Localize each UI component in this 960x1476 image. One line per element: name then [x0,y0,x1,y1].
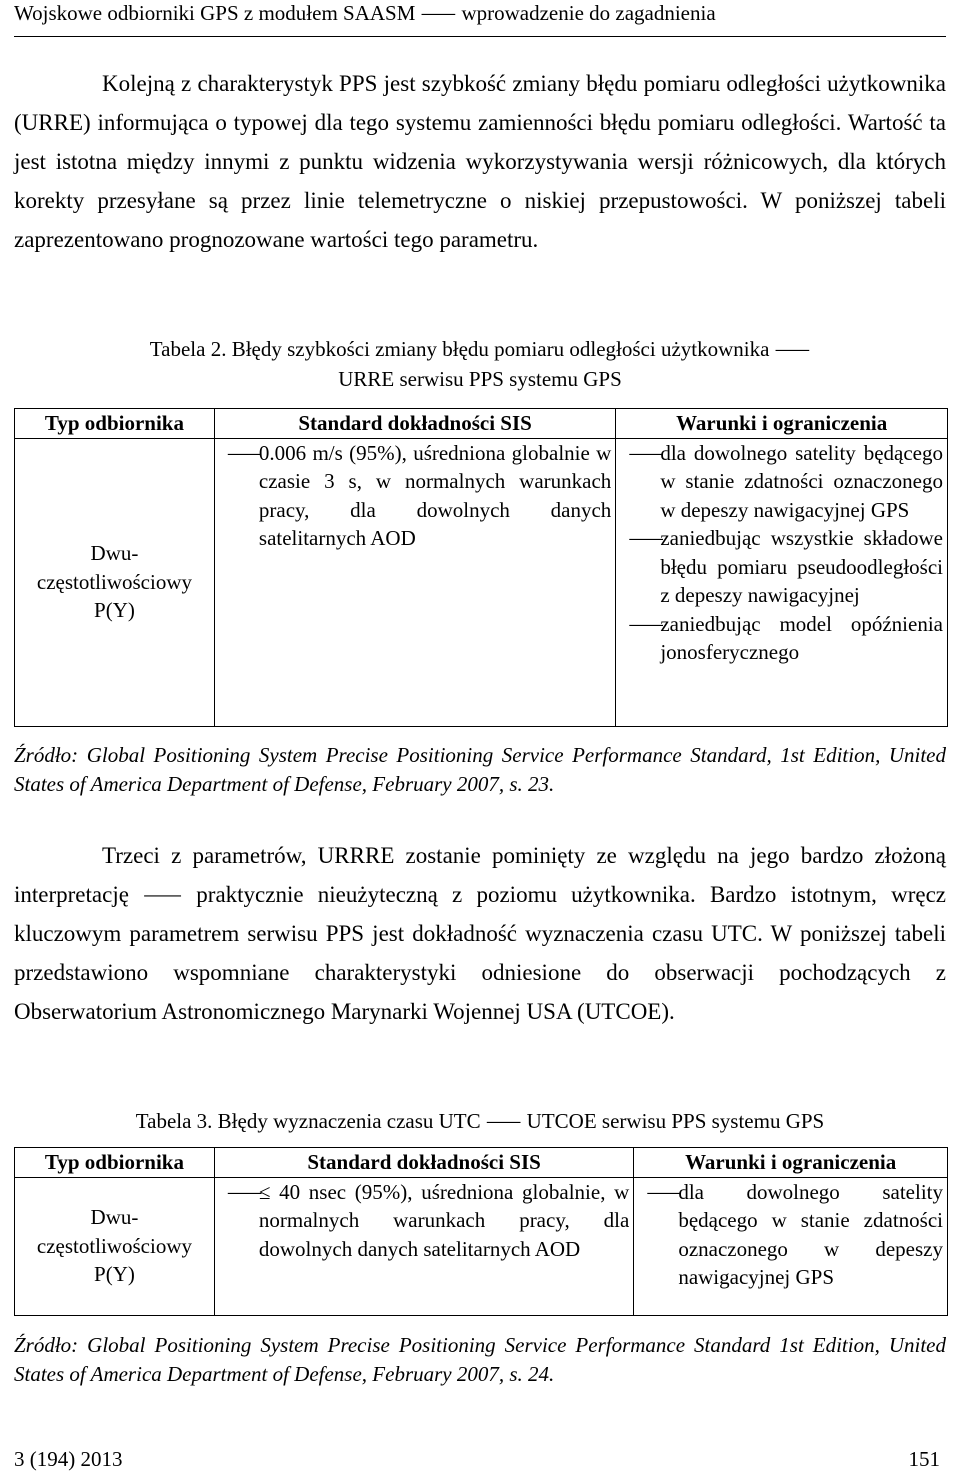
table3-condition-item [634,1178,947,1292]
table2-standard-cell [214,438,615,726]
table3-standard-item [215,1178,633,1264]
dash-bullet: ⸺ [628,611,664,636]
table3-row [15,1177,948,1315]
table2-standard-item [215,439,615,553]
table2-caption-line2: URRE serwisu PPS systemu GPS [338,367,622,391]
table3-condition-text: dla dowolnego satelity będącego w stanie zdatności oznaczonego w depeszy nawigacyjnej GPS [678,1179,943,1289]
table2-conditions-cell [616,438,948,726]
footer-issue: 3 (194) 2013 [14,1447,123,1471]
table3-receiver-cell [15,1177,215,1315]
dash-bullet: ⸺ [628,440,664,465]
table2-receiver-line1: Dwu- [90,541,139,566]
table2-standard-text: 0.006 m/s (95%), uśredniona globalnie w czasie 3 s, w normalnych warunkach pracy, dla dowolnych danych satelitarnych AOD [258,440,612,550]
dash-bullet: ⸺ [226,440,263,465]
table2 [14,408,948,727]
table2-condition-item [616,439,947,525]
table2-header-standard: Standard dokładności SIS [214,409,615,439]
table2-receiver-cell [15,438,215,726]
body-paragraph-2: Trzeci z parametrów, URRRE zostanie pominięty ze względu na jego bardzo złożoną interpretację ⸺ praktycznie nieużyteczną z poziomu użytkownika. Bardzo istotnym, wręcz kluczowym parametrem serwisu PPS jest dokładność wyznaczenia czasu UTC. W poniższej tabeli przedstawiono wspomniane charakterystyki odniesione do obserwacji pochodzących z Obserwatorium Astronomicznego Marynarki Wojennej USA (UTCOE). [14,843,946,1024]
table2-source: Źródło: Global Positioning System Precise Positioning Service Performance Standard, 1st Edition, United States of America Department of Defense, February 2007, s. 23. [14,743,946,796]
table3-source: Źródło: Global Positioning System Precise Positioning Service Performance Standard 1st Edition, United States of America Department of Defense, February 2007, s. 24. [14,1333,946,1386]
running-header [14,0,946,37]
table3-header-row [15,1148,948,1178]
table3-standard-cell [214,1177,633,1315]
table3-header-conditions: Warunki i ograniczenia [634,1148,948,1178]
table3-header-standard: Standard dokładności SIS [214,1148,633,1178]
table3-conditions-cell [634,1177,948,1315]
table3-header-receiver: Typ odbiornika [15,1148,215,1178]
table2-condition-text: zaniedbując model opóźnienia jonosferycznego [660,611,943,664]
table2-condition-text: dla dowolnego satelity będącego w stanie zdatności oznaczonego w depeszy nawigacyjnej GPS [660,440,943,522]
table3 [14,1147,948,1316]
table2-caption [14,334,946,394]
table3-receiver-line3: P(Y) [94,1262,135,1287]
table3-receiver-line1: Dwu- [90,1205,139,1230]
table2-header-receiver: Typ odbiornika [15,409,215,439]
table3-caption: Tabela 3. Błędy wyznaczenia czasu UTC ⸺ UTCOE serwisu PPS systemu GPS [135,1109,825,1133]
table2-caption-line1: Tabela 2. Błędy szybkości zmiany błędu pomiaru odległości użytkownika ⸺ [149,337,811,361]
body-paragraph-1: Kolejną z charakterystyk PPS jest szybkość zmiany błędu pomiaru odległości użytkownika (URRE) informująca o typowej dla tego systemu zamienności błędu pomiaru odległości. Wartość ta jest istotna między innymi z punktu widzenia wykorzystywania wersji różnicowych, dla których korekty przesyłane są przez linie telemetryczne o niskiej przepustowości. W poniższej tabeli zaprezentowano prognozowane wartości tego parametru. [14,71,946,252]
dash-bullet: ⸺ [628,526,664,550]
header-title: Wojskowe odbiorniki GPS z modułem SAASM ⸺ wprowadzenie do zagadnienia [14,1,716,25]
table2-condition-item [616,610,947,667]
table3-standard-text: ≤ 40 nsec (95%), uśredniona globalnie, w normalnych warunkach pracy, dla dowolnych danych satelitarnych AOD [258,1179,630,1261]
table2-receiver-line2: częstotliwościowy [36,569,193,594]
footer-page-number: 151 [908,1447,940,1471]
table2-header-conditions: Warunki i ograniczenia [616,409,948,439]
table2-receiver-line3: P(Y) [94,598,135,623]
table2-condition-item [616,524,947,610]
table2-header-row [15,409,948,439]
dash-bullet: ⸺ [226,1179,263,1204]
table3-receiver-line2: częstotliwościowy [36,1233,193,1258]
dash-bullet: ⸺ [646,1179,682,1204]
table2-condition-text: zaniedbując wszystkie składowe błędu pomiaru pseudoodległości z depeszy nawigacyjnej [660,526,943,607]
table2-row [15,438,948,726]
